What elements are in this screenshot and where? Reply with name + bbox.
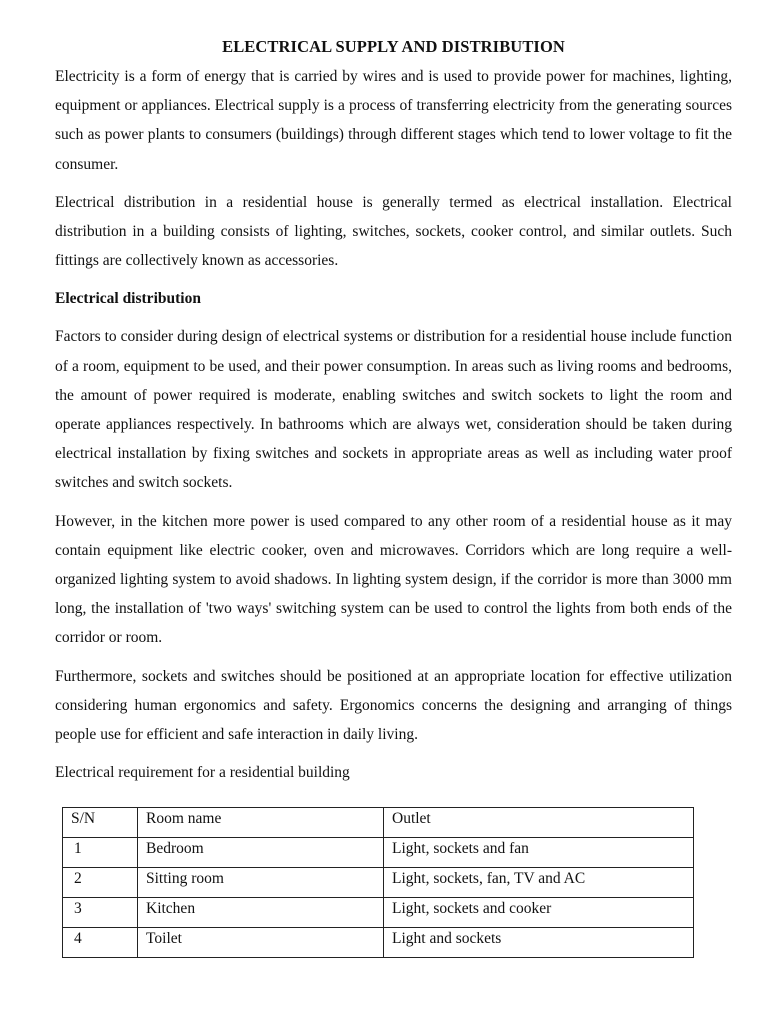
cell-sn: 4 — [63, 928, 138, 958]
table-row — [63, 838, 694, 868]
cell-sn: 2 — [63, 868, 138, 898]
section-paragraph-2: However, in the kitchen more power is used compared to any other room of a residential house as it may contain equipment like electric cooker, oven and microwaves. Corridors which are long require a well-organized lighting system to avoid shadows. In lighting system design, if the corridor is more than 3000 mm long, the installation of 'two ways' switching system can be used to control the lights from both ends of the corridor or room. — [55, 512, 732, 647]
cell-room-name: Kitchen — [138, 898, 384, 928]
table-row — [63, 868, 694, 898]
cell-outlet: Light, sockets and fan — [384, 838, 694, 868]
section-paragraph-1: Factors to consider during design of electrical systems or distribution for a residential house include function of a room, equipment to be used, and their power consumption. In areas such as living rooms and bedrooms, the amount of power required is moderate, enabling switches and switch sockets to light the room and operate appliances respectively. In bathrooms which are always wet, consideration should be taken during electrical installation by fixing switches and sockets in appropriate areas as well as including water proof switches and switch sockets. — [55, 328, 732, 492]
header-outlet: Outlet — [384, 808, 694, 838]
cell-room-name: Toilet — [138, 928, 384, 958]
cell-sn: 1 — [63, 838, 138, 868]
header-sn: S/N — [63, 808, 138, 838]
intro-paragraph-1: Electricity is a form of energy that is carried by wires and is used to provide power for machines, lighting, equipment or appliances. Electrical supply is a process of transferring electricity from the generating sources such as power plants to consumers (buildings) through different stages which tend to lower voltage to fit the consumer. — [55, 68, 732, 173]
cell-outlet: Light, sockets, fan, TV and AC — [384, 868, 694, 898]
cell-sn: 3 — [63, 898, 138, 928]
table-caption: Electrical requirement for a residential building — [55, 764, 350, 782]
cell-room-name: Bedroom — [138, 838, 384, 868]
cell-outlet: Light, sockets and cooker — [384, 898, 694, 928]
document-title: ELECTRICAL SUPPLY AND DISTRIBUTION — [222, 37, 565, 56]
intro-paragraph-2: Electrical distribution in a residential house is generally termed as electrical installation. Electrical distribution in a building consists of lighting, switches, sockets, cooker control, and similar outlets. Such fittings are collectively known as accessories. — [55, 193, 732, 270]
table-header-row — [63, 808, 694, 838]
header-room-name: Room name — [138, 808, 384, 838]
table-row — [63, 898, 694, 928]
cell-room-name: Sitting room — [138, 868, 384, 898]
requirements-table — [62, 807, 694, 958]
document-page — [55, 36, 732, 797]
table-row — [63, 928, 694, 958]
section-paragraph-3: Furthermore, sockets and switches should be positioned at an appropriate location for effective utilization considering human ergonomics and safety. Ergonomics concerns the designing and arranging of things people use for efficient and safe interaction in daily living. — [55, 667, 732, 744]
section-heading: Electrical distribution — [55, 290, 201, 308]
cell-outlet: Light and sockets — [384, 928, 694, 958]
